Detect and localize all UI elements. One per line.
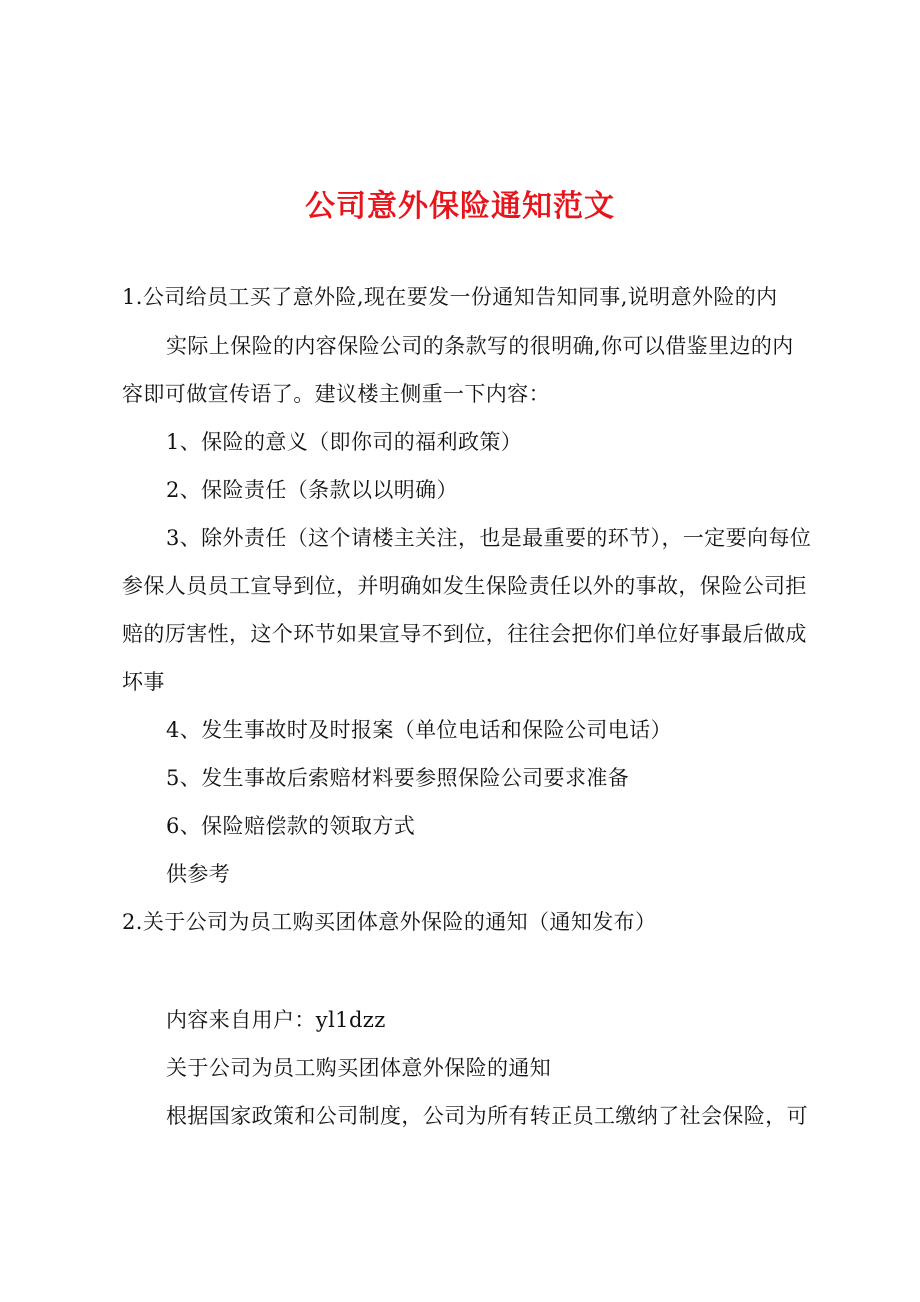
section1-item3-line2: 参保人员员工宣导到位，并明确如发生保险责任以外的事故，保险公司拒 — [122, 574, 807, 598]
section1-item1: 1、保险的意义（即你司的福利政策） — [166, 430, 523, 454]
section1-item3-line4: 坏事 — [122, 670, 165, 694]
section1-intro-line2: 容即可做宣传语了。建议楼主侧重一下内容： — [122, 382, 550, 406]
section1-item2: 2、保险责任（条款以以明确） — [166, 478, 458, 502]
section2-body-line1: 根据国家政策和公司制度，公司为所有转正员工缴纳了社会保险，可 — [166, 1104, 808, 1128]
section2-subtitle: 关于公司为员工购买团体意外保险的通知 — [166, 1056, 552, 1080]
section1-item3-line3: 赔的厉害性，这个环节如果宣导不到位，往往会把你们单位好事最后做成 — [122, 622, 807, 646]
section1-item4: 4、发生事故时及时报案（单位电话和保险公司电话） — [166, 718, 672, 742]
section1-item5: 5、发生事故后索赔材料要参照保险公司要求准备 — [166, 766, 630, 790]
section1-heading: 1.公司给员工买了意外险,现在要发一份通知告知同事,说明意外险的内 — [122, 285, 778, 309]
section1-body — [122, 322, 811, 946]
section1-closing: 供参考 — [166, 862, 231, 886]
section2-heading: 2.关于公司为员工购买团体意外保险的通知（通知发布） — [122, 910, 657, 934]
section1-item6: 6、保险赔偿款的领取方式 — [166, 814, 416, 838]
section2-source: 内容来自用户：yl1dzz — [166, 1008, 386, 1032]
document-title: 公司意外保险通知范文 — [305, 189, 615, 224]
section2-body — [122, 996, 808, 1140]
section1-item3-line1: 3、除外责任（这个请楼主关注，也是最重要的环节），一定要向每位 — [166, 526, 812, 550]
section1-intro-line1: 实际上保险的内容保险公司的条款写的很明确,你可以借鉴里边的内 — [166, 334, 794, 358]
